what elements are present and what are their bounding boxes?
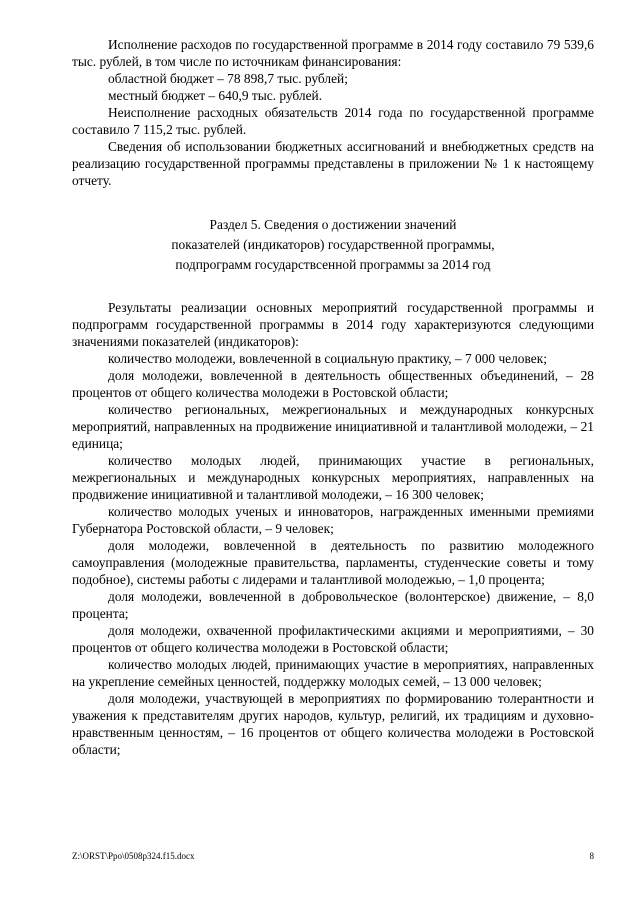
section-heading — [72, 215, 594, 275]
document-body — [72, 36, 594, 758]
page-number: 8 — [589, 851, 594, 861]
section-heading-line: показателей (индикаторов) государственной программы, — [171, 237, 495, 252]
indicator-item: количество молодых людей, принимающих участие в региональных, межрегиональных и международных конкурсных мероприятиях, направленных на продвижение инициативной и талантливой молодежи, – 16 300 человек; — [72, 453, 594, 502]
indicator-item: количество молодежи, вовлеченной в социальную практику, – 7 000 человек; — [108, 351, 547, 366]
indicator-item: доля молодежи, охваченной профилактическими акциями и мероприятиями, – 30 процентов от общего количества молодежи в Ростовской области; — [72, 623, 594, 655]
paragraph: Неисполнение расходных обязательств 2014 года по государственной программе составило 7 115,2 тыс. рублей. — [72, 105, 594, 137]
indicator-item: количество молодых ученых и инноваторов, награжденных именными премиями Губернатора Ростовской области, – 9 человек; — [72, 504, 594, 536]
indicator-item: доля молодежи, вовлеченной в добровольческое (волонтерское) движение, – 8,0 процента; — [72, 589, 594, 621]
indicator-item: доля молодежи, участвующей в мероприятиях по формированию толерантности и уважения к представителям других народов, культур, религий, их традициям и духовно-нравственным ценностям, – 16 процентов от общего количества молодежи в Ростовской области; — [72, 691, 594, 757]
section-heading-line: подпрограмм государствсенной программы за 2014 год — [175, 257, 491, 272]
paragraph: Результаты реализации основных мероприятий государственной программы и подпрограмм государственной программы в 2014 году характеризуются следующими значениями показателей (индикаторов): — [72, 300, 594, 349]
footer-file-path: Z:\ORST\Ppo\0508p324.f15.docx — [72, 851, 195, 861]
paragraph: областной бюджет – 78 898,7 тыс. рублей; — [108, 71, 348, 86]
paragraph: местный бюджет – 640,9 тыс. рублей. — [108, 88, 323, 103]
indicator-item: доля молодежи, вовлеченной в деятельность общественных объединений, – 28 процентов от общего количества молодежи в Ростовской области; — [72, 368, 594, 400]
paragraph: Исполнение расходов по государственной программе в 2014 году составило 79 539,6 тыс. рублей, в том числе по источникам финансирования: — [72, 37, 594, 69]
indicator-item: количество молодых людей, принимающих участие в мероприятиях, направленных на укрепление семейных ценностей, поддержку молодых семей, – 13 000 человек; — [72, 657, 594, 689]
section-heading-line: Раздел 5. Сведения о достижении значений — [209, 217, 457, 232]
indicator-item: количество региональных, межрегиональных и международных конкурсных мероприятий, направленных на продвижение инициативной и талантливой молодежи, – 21 единица; — [72, 402, 594, 451]
indicator-item: доля молодежи, вовлеченной в деятельность по развитию молодежного самоуправления (молодежные правительства, парламенты, студенческие советы и тому подобное), системы работы с лидерами и талантливой молодежью, – 1,0 процента; — [72, 538, 594, 587]
paragraph: Сведения об использовании бюджетных ассигнований и внебюджетных средств на реализацию государственной программы представлены в приложении № 1 к настоящему отчету. — [72, 139, 594, 188]
